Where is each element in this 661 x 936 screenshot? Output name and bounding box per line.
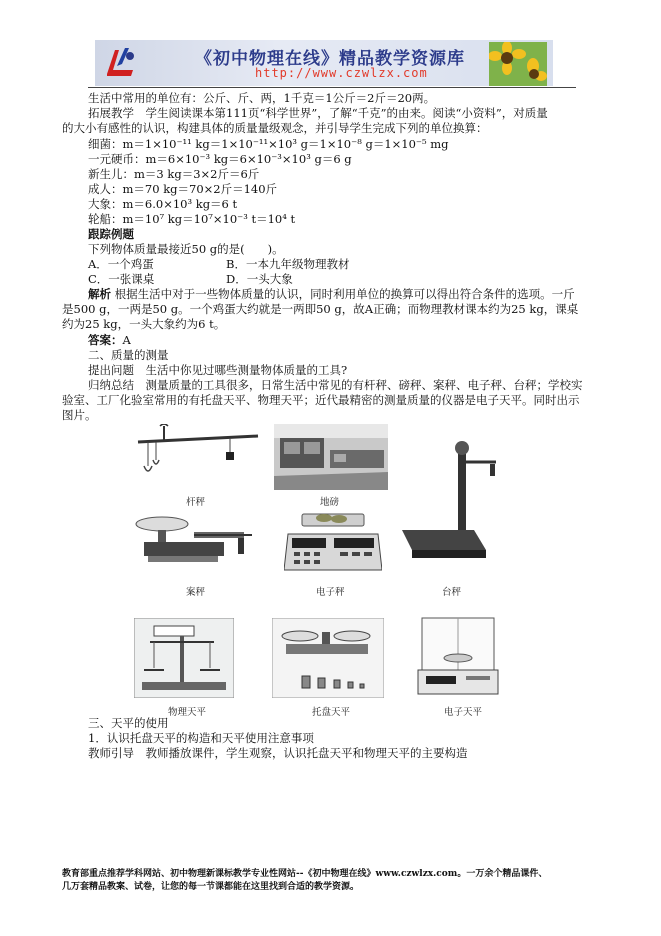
caption-taichen: 台秤 [442,587,462,598]
header-rule [88,87,576,88]
caption-dianzichen: 电子秤 [316,587,345,598]
caption-wulitianping: 物理天平 [168,707,207,718]
body-line: 成人：m＝70 kg＝70×2斤＝140斤 [88,182,278,196]
body-line: 一元硬币：m＝6×10⁻³ kg＝6×10⁻³×10³ g＝6 g [88,152,352,166]
analysis-line: 约为25 kg，一头大象约为6 t。 [62,317,226,331]
body-line: 轮船：m＝10⁷ kg＝10⁷×10⁻³ t＝10⁴ t [88,212,296,226]
caption-ganchen: 杆秤 [186,497,206,508]
answer-value: A [122,333,131,347]
caption-tuopantianping: 托盘天平 [312,707,351,718]
body-line: 大象：m＝6.0×10³ kg＝6 t [88,197,238,211]
section3-title: 三、天平的使用 [88,716,169,730]
caption-dianzitianping: 电子天平 [444,707,483,718]
follow-question: 下列物体质量最接近50 g的是( )。 [88,242,284,256]
answer-label: 答案： [88,333,123,347]
taichen-image [398,438,498,576]
ganchen-image [134,424,262,490]
sunflower-icon [489,42,547,86]
section3-subtitle: 1．认识托盘天平的构造和天平使用注意事项 [88,731,314,745]
caption-dibang: 地磅 [320,497,340,508]
dianzitianping-image [416,616,500,698]
analysis-line: 是500 g，一两是50 g。一个鸡蛋大约就是一两即50 g，故A正确；而物理教材课本约为25 kg，课桌 [62,302,579,316]
dianzichen-image [284,512,382,574]
body-line: 拓展教学 学生阅读课本第111页“科学世界”，了解“千克”的由来。阅读“小资料”，对质量 [88,106,548,120]
header-url[interactable]: http://www.czwlzx.com [255,66,428,80]
follow-heading: 跟踪例题 [88,227,134,241]
analysis-text: 根据生活中对于一些物体质量的认识，同时利用单位的换算可以得出符合条件的选项。一斤 [111,287,575,301]
option-d: D．一头大象 [226,272,293,286]
analysis-line [88,287,575,302]
header-banner [95,40,553,86]
section2-summary: 归纳总结 测量质量的工具很多，日常生活中常见的有杆秤、磅秤、案秤、电子秤、台秤；学校实 [88,378,583,392]
body-line: 生活中常用的单位有：公斤、斤、两，1千克＝1公斤＝2斤＝20两。 [88,91,436,105]
section2-question: 提出问题 生活中你见过哪些测量物体质量的工具? [88,363,348,377]
caption-anchen: 案秤 [186,587,206,598]
analysis-label: 解析 [88,287,111,301]
body-line: 细菌：m＝1×10⁻¹¹ kg＝1×10⁻¹¹×10³ g＝1×10⁻⁸ g＝1×10⁻⁵ mg [88,137,449,151]
header-title: 《初中物理在线》精品教学资源库 [195,49,465,69]
wulitianping-image [134,618,234,698]
tuopantianping-image [272,618,384,698]
body-line: 的大小有感性的认识，构建具体的质量量级观念，并引导学生完成下列的单位换算： [62,121,488,135]
footer-line: 几万套精品教案、试卷，让您的每一节课都能在这里找到合适的教学资源。 [62,882,360,892]
anchen-image [134,510,254,576]
footer-line: 教育部重点推荐学科网站、初中物理新课标教学专业性网站--《初中物理在线》www.czwlzx.com。一万余个精品课件、 [62,869,548,879]
dibang-image [274,424,388,490]
answer-line [88,333,131,348]
section2-summary: 验室、工厂化验室常用的有托盘天平、物理天平；近代最精密的测量质量的仪器是电子天平。同时出示 [62,393,580,407]
option-c: C．一张课桌 [88,272,155,286]
site-logo-icon [103,44,139,82]
section2-title: 二、质量的测量 [88,348,169,362]
section2-summary: 图片。 [62,408,97,422]
section3-guide: 教师引导 教师播放课件，学生观察，认识托盘天平和物理天平的主要构造 [88,746,468,760]
body-line: 新生儿：m＝3 kg＝3×2斤＝6斤 [88,167,260,181]
option-b: B．一本九年级物理教材 [226,257,350,271]
option-a: A．一个鸡蛋 [88,257,154,271]
